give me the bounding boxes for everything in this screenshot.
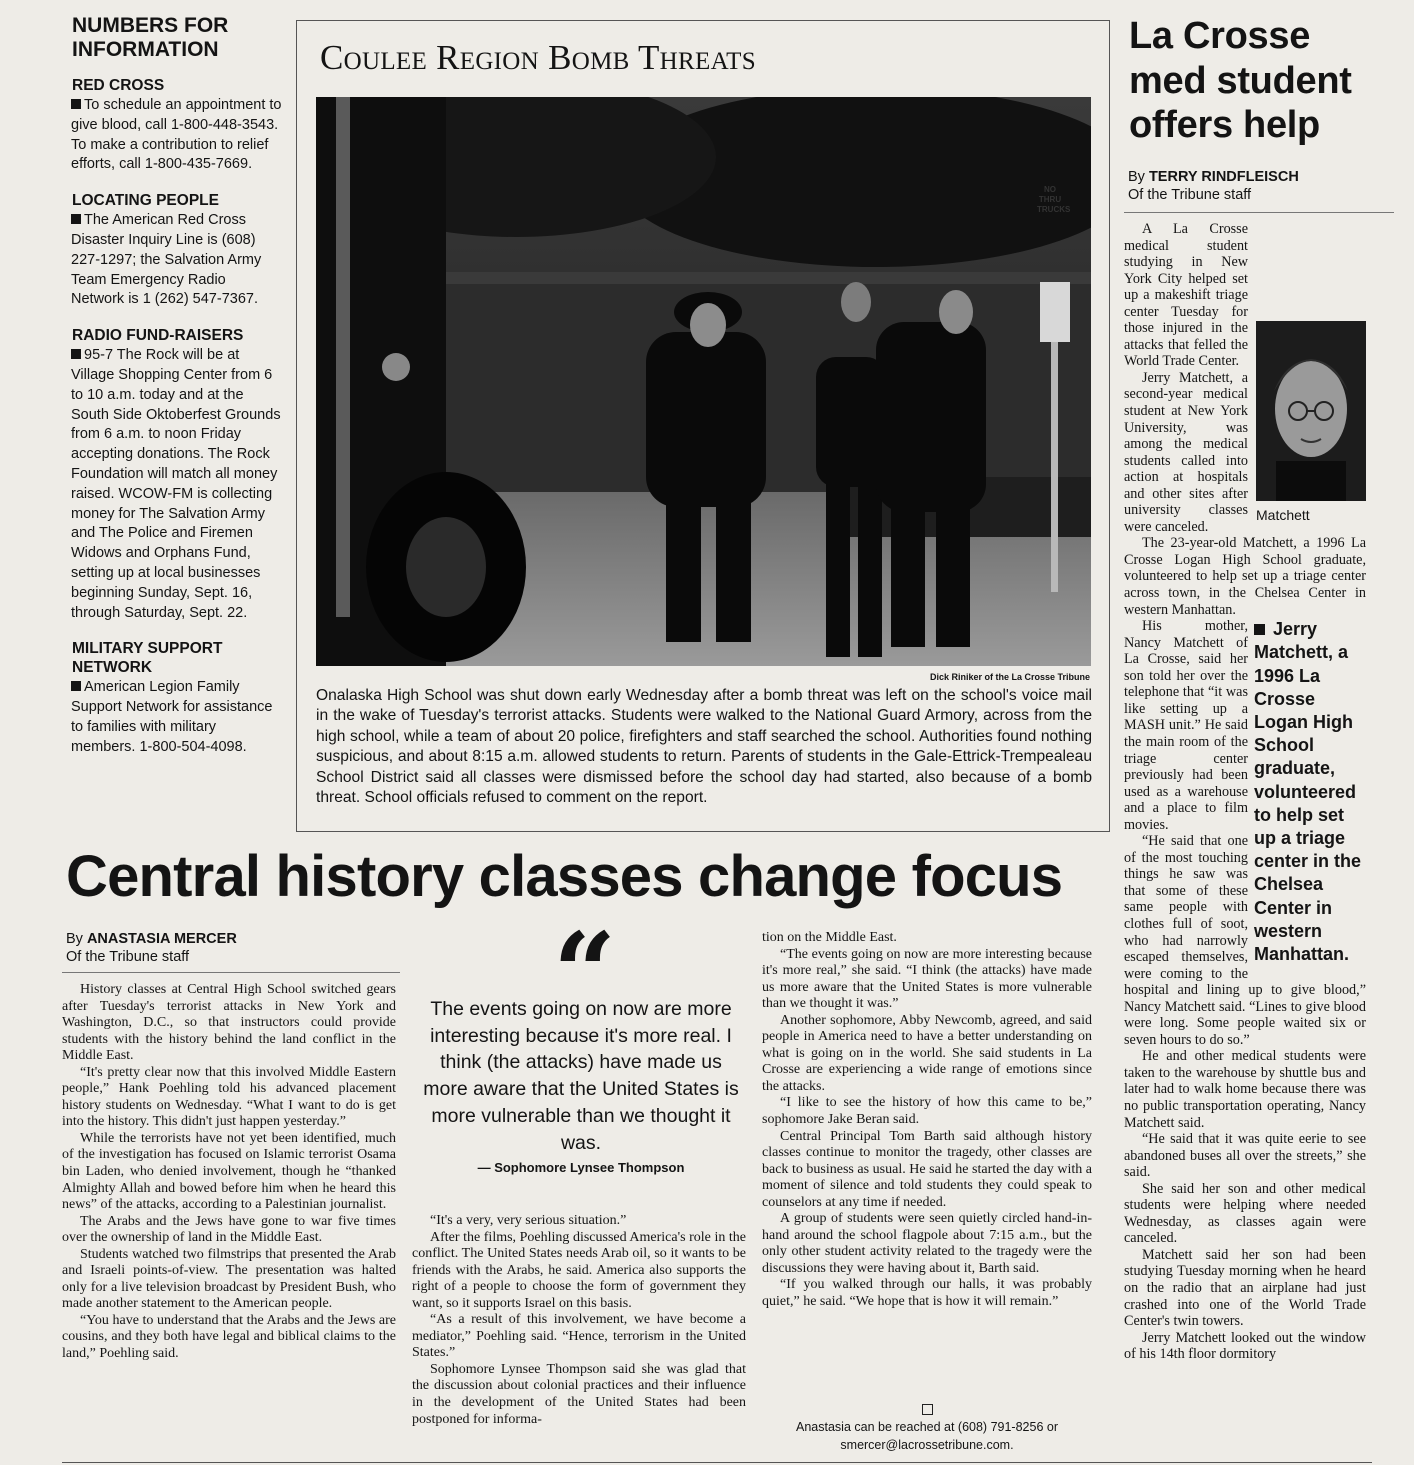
info-section-military-support: [68, 639, 282, 757]
news-photo: [316, 97, 1091, 666]
info-section-locating-people: [68, 191, 282, 310]
paragraph: After the films, Poehling discussed America's role in the conflict. The United States needs Arab oil, so it wants to be friends with the Arabs, he said. America also supports the right of a people to choose the form of government they want, so it supports Israel on this basis.: [412, 1229, 746, 1311]
photo-illustration: [316, 97, 1091, 666]
paragraph: Central Principal Tom Barth said although history classes continue to monitor the tragedy, other classes are back to business as usual. He said he started the day with a moment of silence and told students they could speak to counselors at any time if needed.: [762, 1128, 1092, 1210]
paragraph: While the terrorists have not yet been identified, much of the investigation has focused on Islamic terrorist Osama bin Laden, who denied involvement, though he “thanked Almighty Allah and bowed before him when he heard this news” of the attacks, according to a Palestinian journalist.: [62, 1130, 396, 1213]
info-body: [68, 211, 282, 310]
photo-caption: Onalaska High School was shut down early Wednesday after a bomb threat was left on the school's voice mail in the wake of Tuesday's terrorist attacks. Students were walked to the National Guard Armory, across from the high school, while a team of about 20 police, firefighters and staff searched the school. Authorities found nothing suspicious, and about 8:15 a.m. allowed students to return. Parents of students in the Gale-Ettrick-Trempealeau School District said all classes were dismissed before the school day had started, also because of a bomb threat. School officials refused to comment on the report.: [316, 687, 1092, 807]
main-headline: Central history classes change focus: [66, 844, 1063, 909]
bullet-icon: [71, 214, 81, 224]
info-text: American Legion Family Support Network for assistance to families with military members. 1-800-504-4098.: [71, 679, 273, 755]
pull-quote: The events going on now are more interesting because it's more real. I think (the attacks) have made us more aware that the United States is more vulnerable than we thought it was.: [423, 998, 739, 1154]
info-heading: LOCATING PEOPLE: [72, 192, 219, 210]
end-mark-icon: [922, 1404, 933, 1415]
pull-quote-attribution: — Sophomore Lynsee Thompson: [477, 1160, 685, 1175]
mug-shot: [1256, 321, 1366, 523]
info-text: The American Red Cross Disaster Inquiry Line is (608) 227-1297; the Salvation Army Team Emergency Radio Network is 1 (262) 547-7367.: [71, 212, 262, 308]
byline-staff: Of the Tribune staff: [1128, 187, 1252, 203]
divider: [62, 1462, 1372, 1463]
paragraph: A La Crosse medical student studying in New York City helped set up a makeshift triage center Tuesday for those injured in the attacks that felled the World Trade Center.: [1124, 221, 1248, 370]
divider: [62, 972, 400, 973]
paragraph: Jerry Matchett, a second-year medical student at New York University, was among the medical students called into action at hospitals and other sites after university classes were canceled.: [1124, 369, 1248, 535]
photo-credit: Dick Riniker of the La Crosse Tribune: [929, 672, 1090, 682]
paragraph: “You have to understand that the Arabs and the Jews are cousins, and they both have legal and biblical claims to the land,” Poehling said.: [62, 1312, 396, 1362]
bullet-icon: [71, 349, 81, 359]
paragraph: History classes at Central High School switched gears after Tuesday's terrorist attacks in New York and Washington, D.C., so that instructors could provide students with the history behind the land conflict in the Middle East.: [62, 982, 396, 1064]
right-story-body: [1124, 221, 1366, 1363]
paragraph: “If you walked through our halls, it was probably quiet,” he said. “We hope that is how it will remain.”: [762, 1277, 1092, 1310]
byline-author: ANASTASIA MERCER: [86, 931, 237, 947]
info-text: To schedule an appointment to give blood, call 1-800-448-3543. To make a contribution to relief efforts, call 1-800-435-7669.: [71, 97, 282, 173]
info-body: [68, 346, 282, 623]
main-story-column-2: [412, 1213, 746, 1428]
author-contact: Anastasia can be reached at (608) 791-8256 or smercer@lacrossetribune.com.: [796, 1420, 1058, 1452]
photo-sign: NO THRU TRUCKS: [1037, 185, 1071, 214]
paragraph: He and other medical students were taken to the warehouse by shuttle bus and later had to walk home because there was no public transportation operating, Nancy Matchett said.: [1124, 1048, 1366, 1131]
bullet-icon: [71, 681, 81, 691]
paragraph: tion on the Middle East.: [762, 930, 897, 945]
main-story-byline: [66, 930, 237, 966]
main-story-column-3: [762, 930, 1092, 1311]
paragraph: She said her son and other medical students were helping where needed Wednesday, as classes again were canceled.: [1124, 1180, 1366, 1247]
paragraph: “I like to see the history of how this came to be,” sophomore Jake Beran said.: [762, 1095, 1092, 1128]
info-heading: MILITARY SUPPORT NETWORK: [72, 640, 223, 677]
paragraph: “He said that it was quite eerie to see abandoned buses all over the streets,” she said.: [1124, 1131, 1366, 1181]
byline-author: TERRY RINDFLEISCH: [1148, 169, 1299, 185]
divider: [1124, 212, 1394, 213]
pull-quote: [1254, 618, 1366, 966]
paragraph: His mother, Nancy Matchett of La Crosse, said her son told her over the telephone that “it was like setting up a MASH unit.” He said the main room of the triage center previously had been used as a warehouse and a place to film movies.: [1124, 618, 1248, 833]
paragraph: “He said that one of the most touching things he saw was that some of these same people with clothes full of soot, who had narrowly escaped themselves, were coming to the hospital and lining up to give blood,” Nancy Matchett said. “Lines to give blood were long. Some people waited six or seven hours to do so.”: [1124, 833, 1366, 1048]
paragraph: Students watched two filmstrips that presented the Arab and Israeli points-of-view. The presentation was halted only for a live television broadcast by President Bush, who made another statement to the American people.: [62, 1246, 396, 1312]
main-story-column-1: [62, 982, 396, 1363]
paragraph: Matchett said her son had been studying Tuesday morning when he heard on the radio that an airplane had just crashed into one of the World Trade Center's twin towers.: [1124, 1246, 1366, 1330]
byline-by: By: [1128, 169, 1145, 185]
info-title: NUMBERS FOR INFORMATION: [72, 14, 229, 61]
paragraph: “It's a very, very serious situation.”: [430, 1213, 627, 1228]
paragraph: “As a result of this involvement, we have become a mediator,” Poehling said. “Hence, terrorism in the United States.”: [412, 1312, 746, 1361]
byline-by: By: [66, 931, 83, 947]
photo-story-title: Coulee Region Bomb Threats: [320, 38, 756, 77]
paragraph: Another sophomore, Abby Newcomb, agreed, and said people in America need to have a better understanding on what is going on in the world. She said students in La Crosse are experiencing a wide range of emotions since the attacks.: [762, 1012, 1092, 1094]
paragraph: Sophomore Lynsee Thompson said she was glad that the discussion about colonial practices and their influence in the development of the United States had been postponed for informa-: [412, 1361, 746, 1427]
portrait-illustration: [1256, 321, 1366, 501]
paragraph: A group of students were seen quietly circled hand-in-hand around the school flagpole about 7:15 a.m., but the only other student activity related to the tragedy were the discussions they were having about it, Barth said.: [762, 1211, 1092, 1276]
info-heading: RADIO FUND-RAISERS: [72, 327, 244, 345]
info-section-red-cross: [68, 76, 282, 175]
byline-staff: Of the Tribune staff: [66, 949, 190, 965]
info-body: [68, 96, 282, 175]
paragraph: “It's pretty clear now that this involved Middle Eastern people,” Hank Poehling told his advanced placement history students on Wednesday. “What I want to do is get into the history. This didn't just happen yesterday.”: [62, 1064, 396, 1130]
paragraph: Jerry Matchett looked out the window of his 14th floor dormitory: [1124, 1329, 1366, 1363]
pull-quote-text: Jerry Matchett, a 1996 La Crosse Logan High School graduate, volunteered to help set up a triage center in the Chelsea Center in western Manhattan.: [1254, 619, 1362, 964]
info-column: [68, 14, 282, 758]
quote-mark-icon: “: [553, 908, 617, 1037]
paragraph: The Arabs and the Jews have gone to war five times over the ownership of land in the Middle East.: [62, 1213, 396, 1246]
bullet-icon: [71, 99, 81, 109]
info-heading: RED CROSS: [72, 77, 165, 94]
info-text: 95-7 The Rock will be at Village Shopping Center from 6 to 10 a.m. today and at the South Side Oktoberfest Grounds from 6 a.m. to noon Friday accepting donations. The Rock Foundation will match all money raised. WCOW-FM is collecting money for The Salvation Army and The Police and Firemen Widows and Orphans Fund, setting up at local businesses beginning Sunday, Sept. 16, through Saturday, Sept. 22.: [71, 347, 281, 621]
mug-caption: Matchett: [1256, 507, 1310, 523]
bullet-icon: [1254, 624, 1265, 635]
paragraph: “The events going on now are more interesting because it's more real,” she said. “I think (the attacks) have made us more aware that the United States is more vulnerable than we thought it was.”: [762, 946, 1092, 1012]
info-body: [68, 678, 282, 757]
right-story-byline: [1128, 168, 1299, 204]
paragraph: The 23-year-old Matchett, a 1996 La Crosse Logan High School graduate, volunteered to help set up a triage center across town, in the Chelsea Center in western Manhattan.: [1124, 535, 1366, 618]
info-section-radio-fund-raisers: [68, 326, 282, 623]
mug-photo: [1256, 321, 1366, 501]
right-story-headline: La Crosse med student offers help: [1129, 15, 1352, 146]
